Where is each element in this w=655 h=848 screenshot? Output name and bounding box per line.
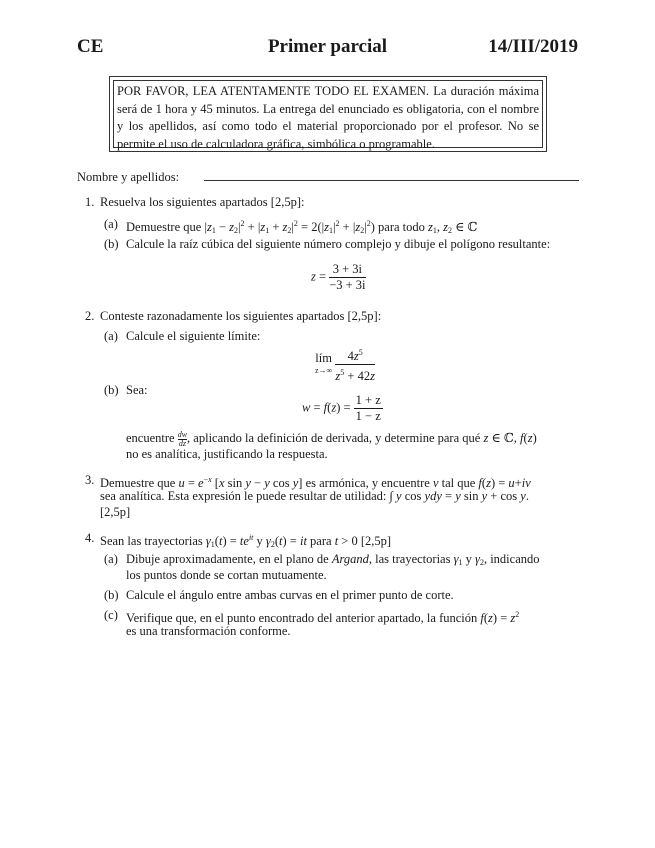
q4a-label: (a) (104, 552, 118, 566)
instructions-text: POR FAVOR, LEA ATENTAMENTE TODO EL EXAMEN. La duración máxima será de 1 hora y 45 minutos. La entrega del enunciado es obligatoria, con el nombre y los apellidos, así como todo el material proporcionado por el profesor. No se permite el uso de calculadora gráfica, simbólica o programable. (113, 80, 543, 148)
name-field (77, 170, 579, 185)
q1b-formula: z = $\frac{3 + 3i}{-3 + 3i}$ (311, 262, 366, 292)
name-blank-line (204, 180, 579, 181)
q4-number: 4. (85, 531, 95, 545)
q2b-formula: w = f(z) = $\frac{1 + z}{1 - z}$ (302, 393, 381, 423)
limit-subscript: z→∞ (315, 366, 333, 375)
q2a-text: Calcule el siguiente límite: (126, 329, 261, 343)
q4c-line2: es una transformación conforme. (126, 624, 291, 638)
q3-line3: [2,5p] (100, 505, 131, 519)
q4b-text: Calcule el ángulo entre ambas curvas en el primer punto de corte. (126, 588, 454, 602)
q2b-denominator: 1 − z (355, 409, 381, 423)
q4b-label: (b) (104, 588, 119, 602)
q4a-line2: los puntos donde se cortan mutuamente. (126, 568, 327, 582)
q2b-numerator: 1 + z (355, 393, 381, 407)
q2b-text: Sea: (126, 383, 148, 397)
q1-number: 1. (85, 195, 95, 209)
q3-line1: Demuestre que $u = e^{-x}$ [x sin y − y cos y] es armónica, y encuentre v tal que f(z) = u+iv (100, 475, 531, 490)
course-code: CE (77, 36, 104, 57)
q1b-numerator: 3 + 3i (329, 262, 365, 278)
q4a-line1: Dibuje aproximadamente, en el plano de Argand, las trayectorias $\gamma_1$ y $\gamma_2$, indicando (126, 552, 540, 567)
q2-text: Conteste razonadamente los siguientes apartados [2,5p]: (100, 309, 382, 323)
q1b-label: (b) (104, 237, 119, 251)
q2b-line1: encuentre $\frac{dw}{dz}$, aplicando la definición de derivada, y determine para qué z ∈ ℂ, f(z) (126, 429, 537, 448)
q4c-line1: Verifique que, en el punto encontrado del anterior apartado, la función $f(z) = z^2$ (126, 610, 520, 625)
q2a-formula: lím z→∞ $\frac{4z^5}{z^5 + 42z}$ (315, 345, 375, 384)
limit-operator: lím (315, 351, 332, 365)
instructions-box (109, 76, 547, 152)
q3-number: 3. (85, 473, 95, 487)
q2a-label: (a) (104, 329, 118, 343)
q4c-label: (c) (104, 608, 118, 622)
name-label: Nombre y apellidos: (77, 170, 180, 184)
exam-title: Primer parcial (267, 36, 388, 57)
q1a-label: (a) (104, 217, 118, 231)
exam-date: 14/III/2019 (488, 36, 578, 57)
q1-text: Resuelva los siguientes apartados [2,5p]: (100, 195, 305, 209)
q2b-label: (b) (104, 383, 119, 397)
q1a-text: Demuestre que $|z_1 - z_2|^2 + |z_1 + z_2|^2 = 2(|z_1|^2 + |z_2|^2)$ para todo $z_1$, $z_2$ ∈ ℂ (126, 219, 478, 235)
q2-number: 2. (85, 309, 95, 323)
q2b-line2: no es analítica, justificando la respuesta. (126, 447, 328, 461)
q1b-text: Calcule la raíz cúbica del siguiente número complejo y dibuje el polígono resultante: (126, 237, 551, 251)
q1b-denominator: −3 + 3i (329, 278, 366, 292)
q4-text: Sean las trayectorias $\gamma_1(t) = te^{it}$ y $\gamma_2(t)$ = it para t > 0 [2,5p] (100, 533, 392, 549)
q3-line2: sea analítica. Esta expresión le puede resultar de utilidad: ∫ y cos ydy = y sin y + cos y. (100, 489, 529, 503)
